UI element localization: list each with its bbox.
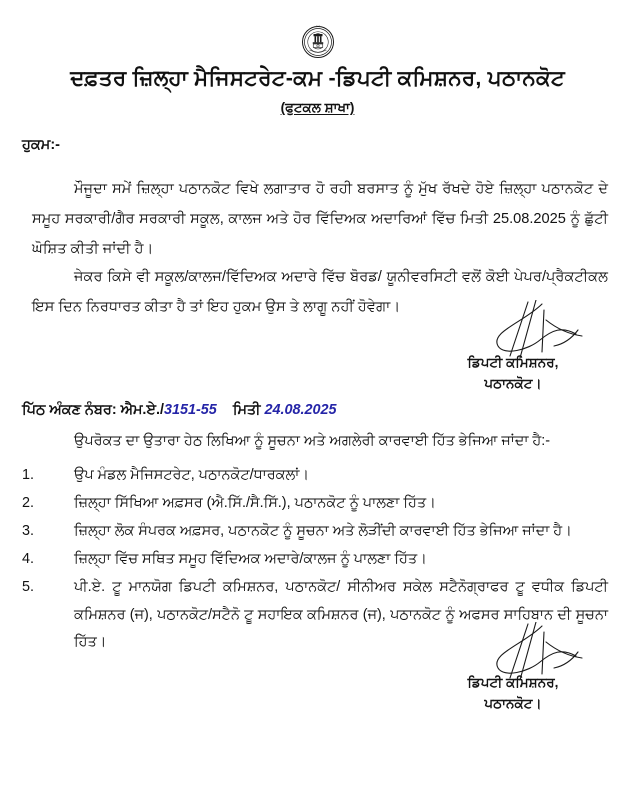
list-item-number: 2.: [22, 495, 35, 511]
signature-block-top: [418, 352, 608, 394]
order-paragraph-2: [32, 262, 608, 322]
distribution-list: [22, 462, 608, 657]
branch-subtitle: [0, 100, 635, 116]
list-item-number: 1.: [22, 467, 35, 483]
list-item-text: ਉਪ ਮੰਡਲ ਮੈਜਿਸਟਰੇਟ, ਪਠਾਨਕੋਟ/ਧਾਰਕਲਾਂ।: [74, 467, 309, 483]
signature-designation: ਡਿਪਟੀ ਕਮਿਸ਼ਨਰ,: [467, 355, 559, 370]
order-paragraph-1-text: ਮੌਜੂਦਾ ਸਮੇਂ ਜ਼ਿਲ੍ਹਾ ਪਠਾਨਕੋਟ ਵਿਖੇ ਲਗਾਤਾਰ ਹੋ ਰਹੀ ਬਰਸਾਤ ਨੂੰ ਮੁੱਖ ਰੱਖਦੇ ਹੋਏ ਜ਼ਿਲ੍ਹਾ ਪਠਾਨਕੋਟ ਦੇ ਸਮੂਹ ਸਰਕਾਰੀ/ਗੈਰ ਸਰਕਾਰੀ ਸਕੂਲ, ਕਾਲਜ ਅਤੇ ਹੋਰ ਵਿੱਦਿਅਕ ਅਦਾਰਿਆਂ ਵਿੱਚ ਮਿਤੀ 25.08.2025 ਨੂੰ ਛੁੱਟੀ ਘੋਸ਼ਿਤ ਕੀਤੀ ਜਾਂਦੀ ਹੈ।: [32, 181, 608, 257]
endorsement-date-label: ਮਿਤੀ: [232, 402, 261, 418]
branch-subtitle-text: (ਫੁਟਕਲ ਸ਼ਾਖਾ): [280, 100, 355, 115]
endorsement-date-value: 24.08.2025: [264, 402, 337, 418]
endorsement-prefix: ਪਿੱਠ ਅੰਕਣ ਨੰਬਰ: ਐਮ.ਏ./: [22, 402, 164, 418]
list-item-text: ਜ਼ਿਲ੍ਹਾ ਲੋਕ ਸੰਪਰਕ ਅਫ਼ਸਰ, ਪਠਾਨਕੋਟ ਨੂੰ ਸੂਚਨਾ ਅਤੇ ਲੋੜੀਂਦੀ ਕਾਰਵਾਈ ਹਿੱਤ ਭੇਜਿਆ ਜਾਂਦਾ ਹੈ।: [74, 523, 572, 539]
signature-block-bottom: [418, 672, 608, 714]
signature-place: ਪਠਾਨਕੋਟ।: [484, 376, 542, 391]
endorsement-reference-line: [22, 402, 337, 418]
emblem-container: [0, 18, 635, 70]
order-heading: ਹੁਕਮ:-: [22, 137, 60, 153]
list-item-text: ਜ਼ਿਲ੍ਹਾ ਸਿੱਖਿਆ ਅਫ਼ਸਰ (ਐ.ਸਿੱ./ਸੈ.ਸਿੱ.), ਪਠਾਨਕੋਟ ਨੂੰ ਪਾਲਣਾ ਹਿੱਤ।: [74, 495, 436, 511]
national-emblem-icon: [293, 18, 343, 70]
order-paragraph-2-text: ਜੇਕਰ ਕਿਸੇ ਵੀ ਸਕੂਲ/ਕਾਲਜ/ਵਿੱਦਿਅਕ ਅਦਾਰੇ ਵਿੱਚ ਬੋਰਡ/ ਯੂਨੀਵਰਸਿਟੀ ਵਲੋਂ ਕੋਈ ਪੇਪਰ/ਪ੍ਰੈਕਟੀਕਲ ਇਸ ਦਿਨ ਨਿਰਧਾਰਤ ਕੀਤਾ ਹੈ ਤਾਂ ਇਹ ਹੁਕਮ ਉਸ ਤੇ ਲਾਗੂ ਨਹੀਂ ਹੋਵੇਗਾ।: [32, 269, 608, 315]
signature-place: ਪਠਾਨਕੋਟ।: [484, 696, 542, 711]
list-item: [22, 574, 608, 657]
office-title: ਦਫ਼ਤਰ ਜ਼ਿਲ੍ਹਾ ਮੈਜਿਸਟਰੇਟ-ਕਮ -ਡਿਪਟੀ ਕਮਿਸ਼ਨਰ, ਪਠਾਨਕੋਟ: [70, 66, 565, 90]
list-item-number: 3.: [22, 523, 35, 539]
endorsement-number: 3151-55: [163, 402, 217, 418]
forwarding-statement: ਉਪਰੋਕਤ ਦਾ ਉਤਾਰਾ ਹੇਠ ਲਿਖਿਆ ਨੂੰ ਸੂਚਨਾ ਅਤੇ ਅਗਲੇਰੀ ਕਾਰਵਾਈ ਹਿੱਤ ਭੇਜਿਆ ਜਾਂਦਾ ਹੈ:-: [74, 433, 551, 449]
list-item-number: 5.: [22, 579, 35, 595]
list-item-number: 4.: [22, 551, 35, 567]
list-item: [22, 546, 608, 574]
list-item: [22, 518, 608, 546]
order-paragraph-1: [32, 174, 608, 264]
svg-text:• • •: • • •: [315, 25, 320, 27]
list-item-text: ਪੀ.ਏ. ਟੂ ਮਾਨਯੋਗ ਡਿਪਟੀ ਕਮਿਸ਼ਨਰ, ਪਠਾਨਕੋਟ/ ਸੀਨੀਅਰ ਸਕੇਲ ਸਟੈਨੋਗ੍ਰਾਫਰ ਟੂ ਵਧੀਕ ਡਿਪਟੀ ਕਮਿਸ਼ਨਰ (ਜ), ਪਠਾਨਕੋਟ/ਸਟੈਨੋ ਟੂ ਸਹਾਇਕ ਕਮਿਸ਼ਨਰ (ਜ), ਪਠਾਨਕੋਟ ਨੂੰ ਅਫਸਰ ਸਾਹਿਬਾਨ ਦੀ ਸੂਚਨਾ ਹਿੱਤ।: [74, 579, 608, 650]
signature-designation: ਡਿਪਟੀ ਕਮਿਸ਼ਨਰ,: [467, 675, 559, 690]
list-item: [22, 462, 608, 490]
list-item: [22, 490, 608, 518]
svg-text:• • • • • •: • • • • • •: [313, 52, 322, 55]
list-item-text: ਜ਼ਿਲ੍ਹਾ ਵਿੱਚ ਸਥਿਤ ਸਮੂਹ ਵਿੱਦਿਅਕ ਅਦਾਰੇ/ਕਾਲਜ ਨੂੰ ਪਾਲਣਾ ਹਿੱਤ।: [74, 551, 427, 567]
